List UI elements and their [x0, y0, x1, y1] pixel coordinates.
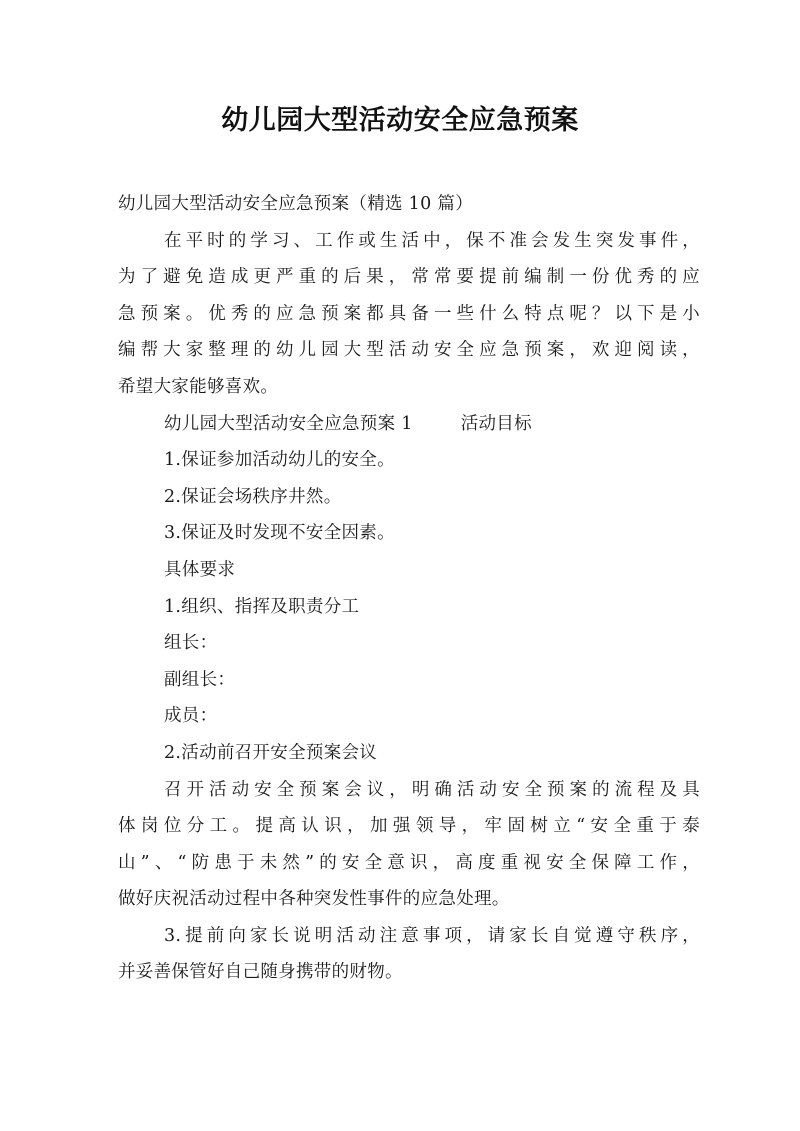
goal-item: 2.保证会场秩序井然。: [164, 486, 342, 507]
requirement-item: 1.组织、指挥及职责分工: [164, 596, 360, 617]
meeting-line: 山”、“防患于未然”的安全意识，高度重视安全保障工作，: [118, 852, 700, 873]
section-heading: [118, 406, 700, 443]
document-subtitle: 幼儿园大型活动安全应急预案（精选 10 篇）: [118, 194, 473, 214]
meeting-line: 体岗位分工。提高认识，加强领导，牢固树立“安全重于泰: [118, 816, 700, 837]
role-item: 副组长：: [164, 669, 236, 690]
requirement-item: 2.活动前召开安全预案会议: [164, 742, 378, 763]
document-title: 幼儿园大型活动安全应急预案: [221, 105, 579, 136]
intro-line: 在平时的学习、工作或生活中，保不准会发生突发事件，: [164, 230, 700, 251]
goal-item: 3.保证及时发现不安全因素。: [164, 523, 395, 544]
goal-item: 1.保证参加活动幼儿的安全。: [164, 450, 395, 471]
intro-line: 编帮大家整理的幼儿园大型活动安全应急预案，欢迎阅读，: [118, 340, 700, 361]
role-item: 组长：: [164, 633, 218, 654]
role-item: 成员：: [164, 706, 218, 727]
intro-line: 急预案。优秀的应急预案都具备一些什么特点呢？以下是小: [118, 303, 700, 324]
intro-line: 为了避免造成更严重的后果，常常要提前编制一份优秀的应: [118, 267, 700, 288]
intro-line: 希望大家能够喜欢。: [118, 376, 279, 397]
requirements-heading: 具体要求: [164, 559, 236, 580]
meeting-line: 召开活动安全预案会议，明确活动安全预案的流程及具: [164, 779, 700, 800]
parent-line: 3.提前向家长说明活动注意事项，请家长自觉遵守秩序，: [164, 925, 700, 946]
parent-line: 并妥善保管好自己随身携带的财物。: [118, 962, 403, 983]
document-body: [118, 186, 700, 991]
section-heading-title: 幼儿园大型活动安全应急预案 1: [164, 413, 413, 434]
meeting-line: 做好庆祝活动过程中各种突发性事件的应急处理。: [118, 889, 510, 910]
section-heading-tail: 活动目标: [460, 413, 532, 434]
